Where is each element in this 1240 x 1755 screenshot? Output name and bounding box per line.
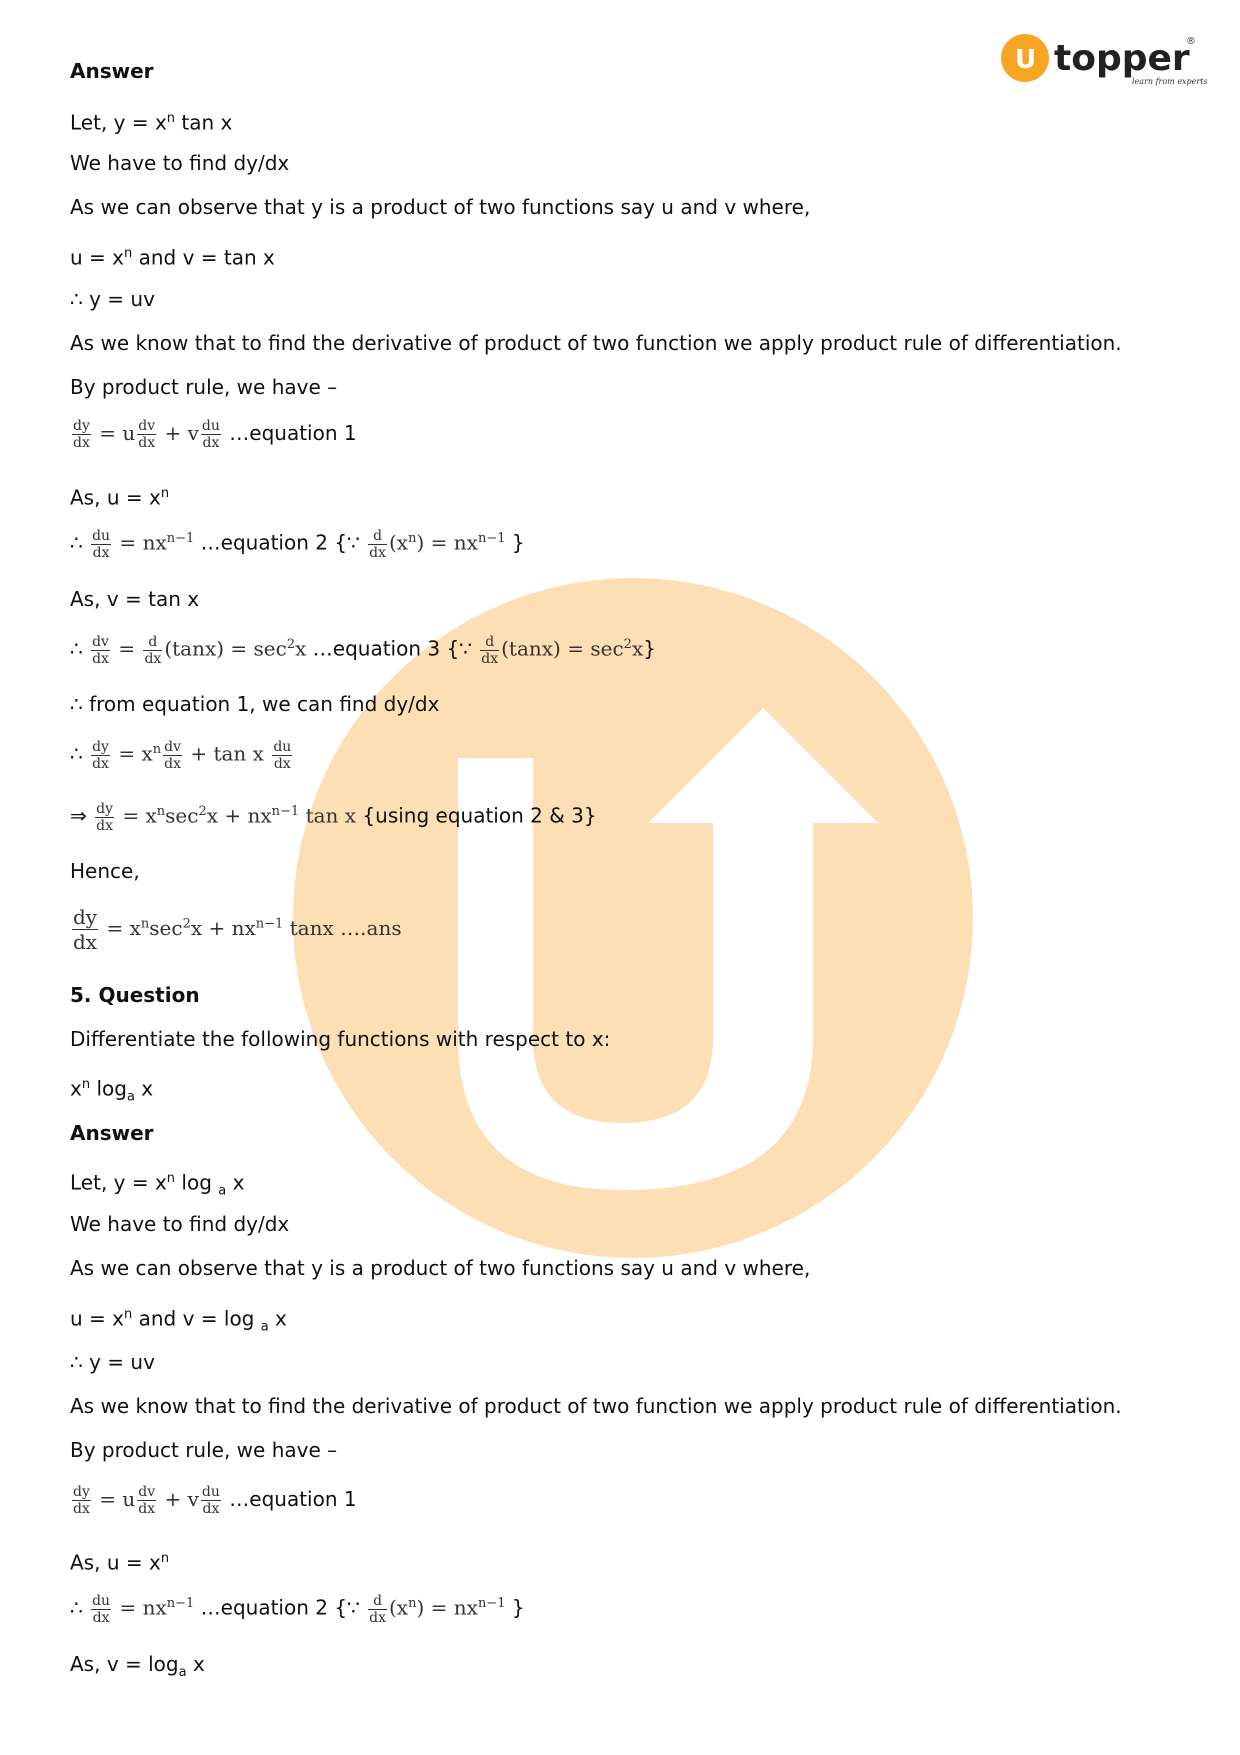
know-line-2: As we know that to find the derivative of product of two function we apply product rule of differentiation.	[70, 1394, 1122, 1418]
question-heading: 5. Question	[70, 983, 200, 1007]
y-uv-line: ∴ y = uv	[70, 287, 155, 311]
as-v-log-line: As, $v = \log_a x$	[70, 1652, 205, 1680]
product-rule-line-2: By product rule, we have –	[70, 1438, 338, 1462]
equation-2-second: ∴ $\frac{du}{dx}$ = $nx^{n-1}$ …equation 2 {∵ $\frac{d}{dx}$ $(x^n) = nx^{n-1}$ }	[70, 1592, 525, 1626]
find-line-2: We have to find dy/dx	[70, 1212, 290, 1236]
svg-text:®: ®	[1186, 36, 1196, 47]
equation-1-second: $\frac{dy}{dx}$ = u $\frac{dv}{dx}$ + v $\frac{du}{dx}$ …equation 1	[73, 1484, 357, 1517]
as-u-line: As, $u = x^n$	[70, 485, 170, 510]
svg-text:learn from experts: learn from experts	[1132, 77, 1208, 86]
find-line: We have to find dy/dx	[70, 151, 290, 175]
derivative-expansion: ∴ $\frac{dy}{dx}$ = $x^n$ $\frac{dv}{dx}$ + tan x $\frac{du}{dx}$	[70, 738, 292, 772]
observe-line-2: As we can observe that y is a product of two functions say u and v where,	[70, 1256, 811, 1280]
equation-2: ∴ $\frac{du}{dx}$ = $nx^{n-1}$ …equation 2 {∵ $\frac{d}{dx}$ $(x^n) = nx^{n-1}$ }	[70, 527, 525, 561]
question-function: $x^n$ $\log_a x$	[70, 1076, 154, 1105]
as-v-tan-line: As, v = tan x	[70, 587, 200, 611]
product-rule-line: By product rule, we have –	[70, 375, 338, 399]
answer-heading: Answer	[70, 59, 154, 83]
as-u-line-2: As, $u = x^n$	[70, 1550, 170, 1575]
equation-3: ∴ $\frac{dv}{dx}$ = $\frac{d}{dx}$ $(\tan x) = \sec^2x$ …equation 3 {∵ $\frac{d}{dx}$ $(\tan x) = \sec^2x$}	[70, 633, 656, 667]
y-uv-line-2: ∴ y = uv	[70, 1350, 155, 1374]
u-v-line: $u = x^n$ and v = tan x	[70, 245, 275, 270]
svg-text:topper: topper	[1054, 38, 1190, 79]
derivative-result: ⇒ $\frac{dy}{dx}$ = $x^n\sec^2x + nx^{n-1}$ tan x {using equation 2 & 3}	[70, 800, 597, 834]
from-eq1-line: ∴ from equation 1, we can find dy/dx	[70, 692, 440, 716]
topper-logo[interactable]	[1000, 30, 1208, 90]
answer-heading-2: Answer	[70, 1121, 154, 1145]
u-v-line-2: $u = x^n$ and v = log $_a$ x	[70, 1306, 287, 1335]
let-y-line: Let, $y = x^n$ tan x	[70, 110, 233, 135]
hence-line: Hence,	[70, 859, 140, 883]
know-line: As we know that to find the derivative of product of two function we apply product rule of differentiation.	[70, 331, 1122, 355]
final-answer: $\frac{dy}{dx}$ = $x^n\sec^2x + nx^{n-1}$ tanx ….ans	[73, 905, 402, 954]
svg-text:U: U	[1015, 45, 1037, 75]
observe-line: As we can observe that y is a product of two functions say u and v where,	[70, 195, 811, 219]
let-y-line-2: Let, $y = x^n$ log $_a$ x	[70, 1170, 245, 1199]
question-text: Differentiate the following functions with respect to x:	[70, 1027, 611, 1051]
equation-1: $\frac{dy}{dx}$ = u $\frac{dv}{dx}$ + v $\frac{du}{dx}$ …equation 1	[73, 418, 357, 451]
